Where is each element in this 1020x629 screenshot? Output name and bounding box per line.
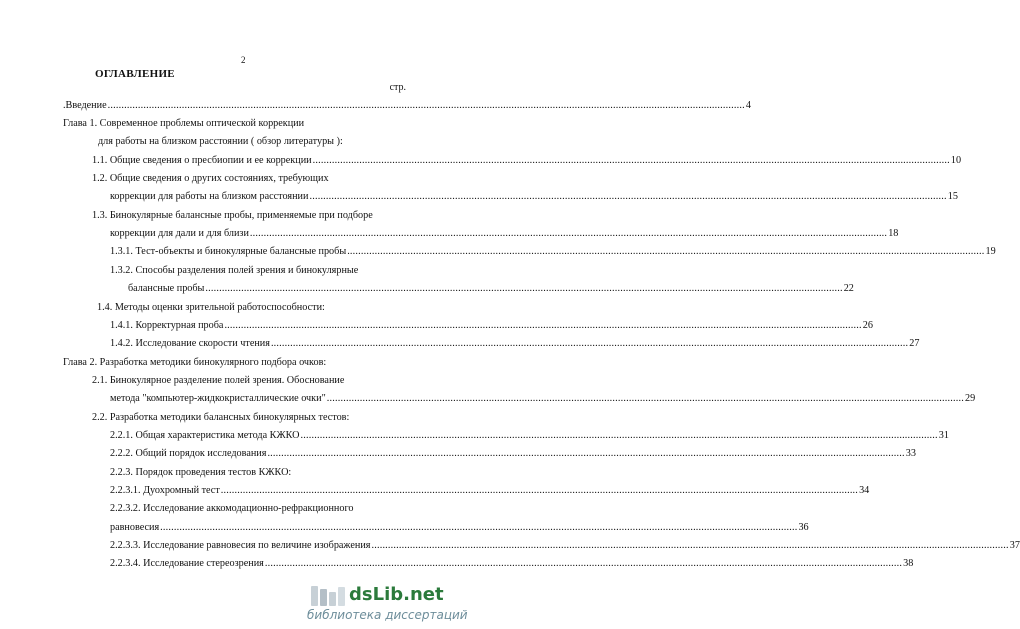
page-number: 2: [241, 55, 246, 65]
dslib-watermark: [307, 584, 468, 624]
toc-entry: .Введение ..... 4: [63, 100, 406, 112]
toc-entry: 2.1. Бинокулярное разделение полей зрения. Обоснование: [92, 375, 345, 386]
toc-entry: 2.2.2. Общий порядок исследования ..... 33: [110, 448, 406, 460]
toc-entry: 2.2.3.4. Исследование стереозрения ..... 38: [110, 558, 406, 570]
toc-entry: 2.2.3.3. Исследование равновесия по величине изображения ..... 37: [110, 540, 406, 552]
watermark-brand: dsLib.net: [349, 584, 444, 605]
watermark-subtitle: библиотека диссертаций: [307, 608, 468, 622]
toc-entry: равновесия ..... 36: [110, 522, 406, 534]
toc-entry: 2.2.1. Общая характеристика метода КЖКО ..... 31: [110, 430, 406, 442]
toc-entry: Глава 2. Разработка методики бинокулярного подбора очков:: [63, 357, 327, 368]
toc-entry: метода "компьютер-жидкокристаллические очки" ..... 29: [110, 393, 406, 405]
toc-entry: 1.1. Общие сведения о пресбиопии и ее коррекции ..... 10: [92, 155, 406, 167]
dslib-logo-icon: [309, 584, 347, 608]
toc-entry: 1.4.2. Исследование скорости чтения ..... 27: [110, 338, 406, 350]
toc-entry: коррекции для дали и для близи ..... 18: [110, 228, 406, 240]
toc-entry: балансные пробы ..... 22: [128, 283, 406, 295]
toc-entry: коррекции для работы на близком расстоянии ..... 15: [110, 191, 402, 203]
toc-entry: 1.2. Общие сведения о других состояниях, требующих: [92, 173, 329, 184]
toc-entry: для работы на близком расстоянии ( обзор литературы ):: [98, 136, 343, 147]
toc-entry: 2.2.3. Порядок проведения тестов КЖКО:: [110, 467, 292, 478]
toc-entry: 1.3.1. Тест-объекты и бинокулярные балансные пробы ..... 19: [110, 246, 406, 258]
toc-entry: 2.2.3.1. Дуохромный тест ..... 34: [110, 485, 406, 497]
page-column-label: стр.: [389, 82, 406, 93]
toc-entry: 2.2.3.2. Исследование аккомодационно-рефракционного: [110, 503, 354, 514]
toc-entry: 2.2. Разработка методики балансных бинокулярных тестов:: [92, 412, 350, 423]
toc-title: ОГЛАВЛЕНИЕ: [95, 68, 175, 80]
toc-entry: 1.4. Методы оценки зрительной работоспособности:: [97, 302, 325, 313]
toc-entry: 1.3. Бинокулярные балансные пробы, применяемые при подборе: [92, 210, 373, 221]
toc-entry: Глава 1. Современное проблемы оптической коррекции: [63, 118, 305, 129]
toc-entry: 1.3.2. Способы разделения полей зрения и бинокулярные: [110, 265, 359, 276]
toc-entry: 1.4.1. Корректурная проба ..... 26: [110, 320, 406, 332]
